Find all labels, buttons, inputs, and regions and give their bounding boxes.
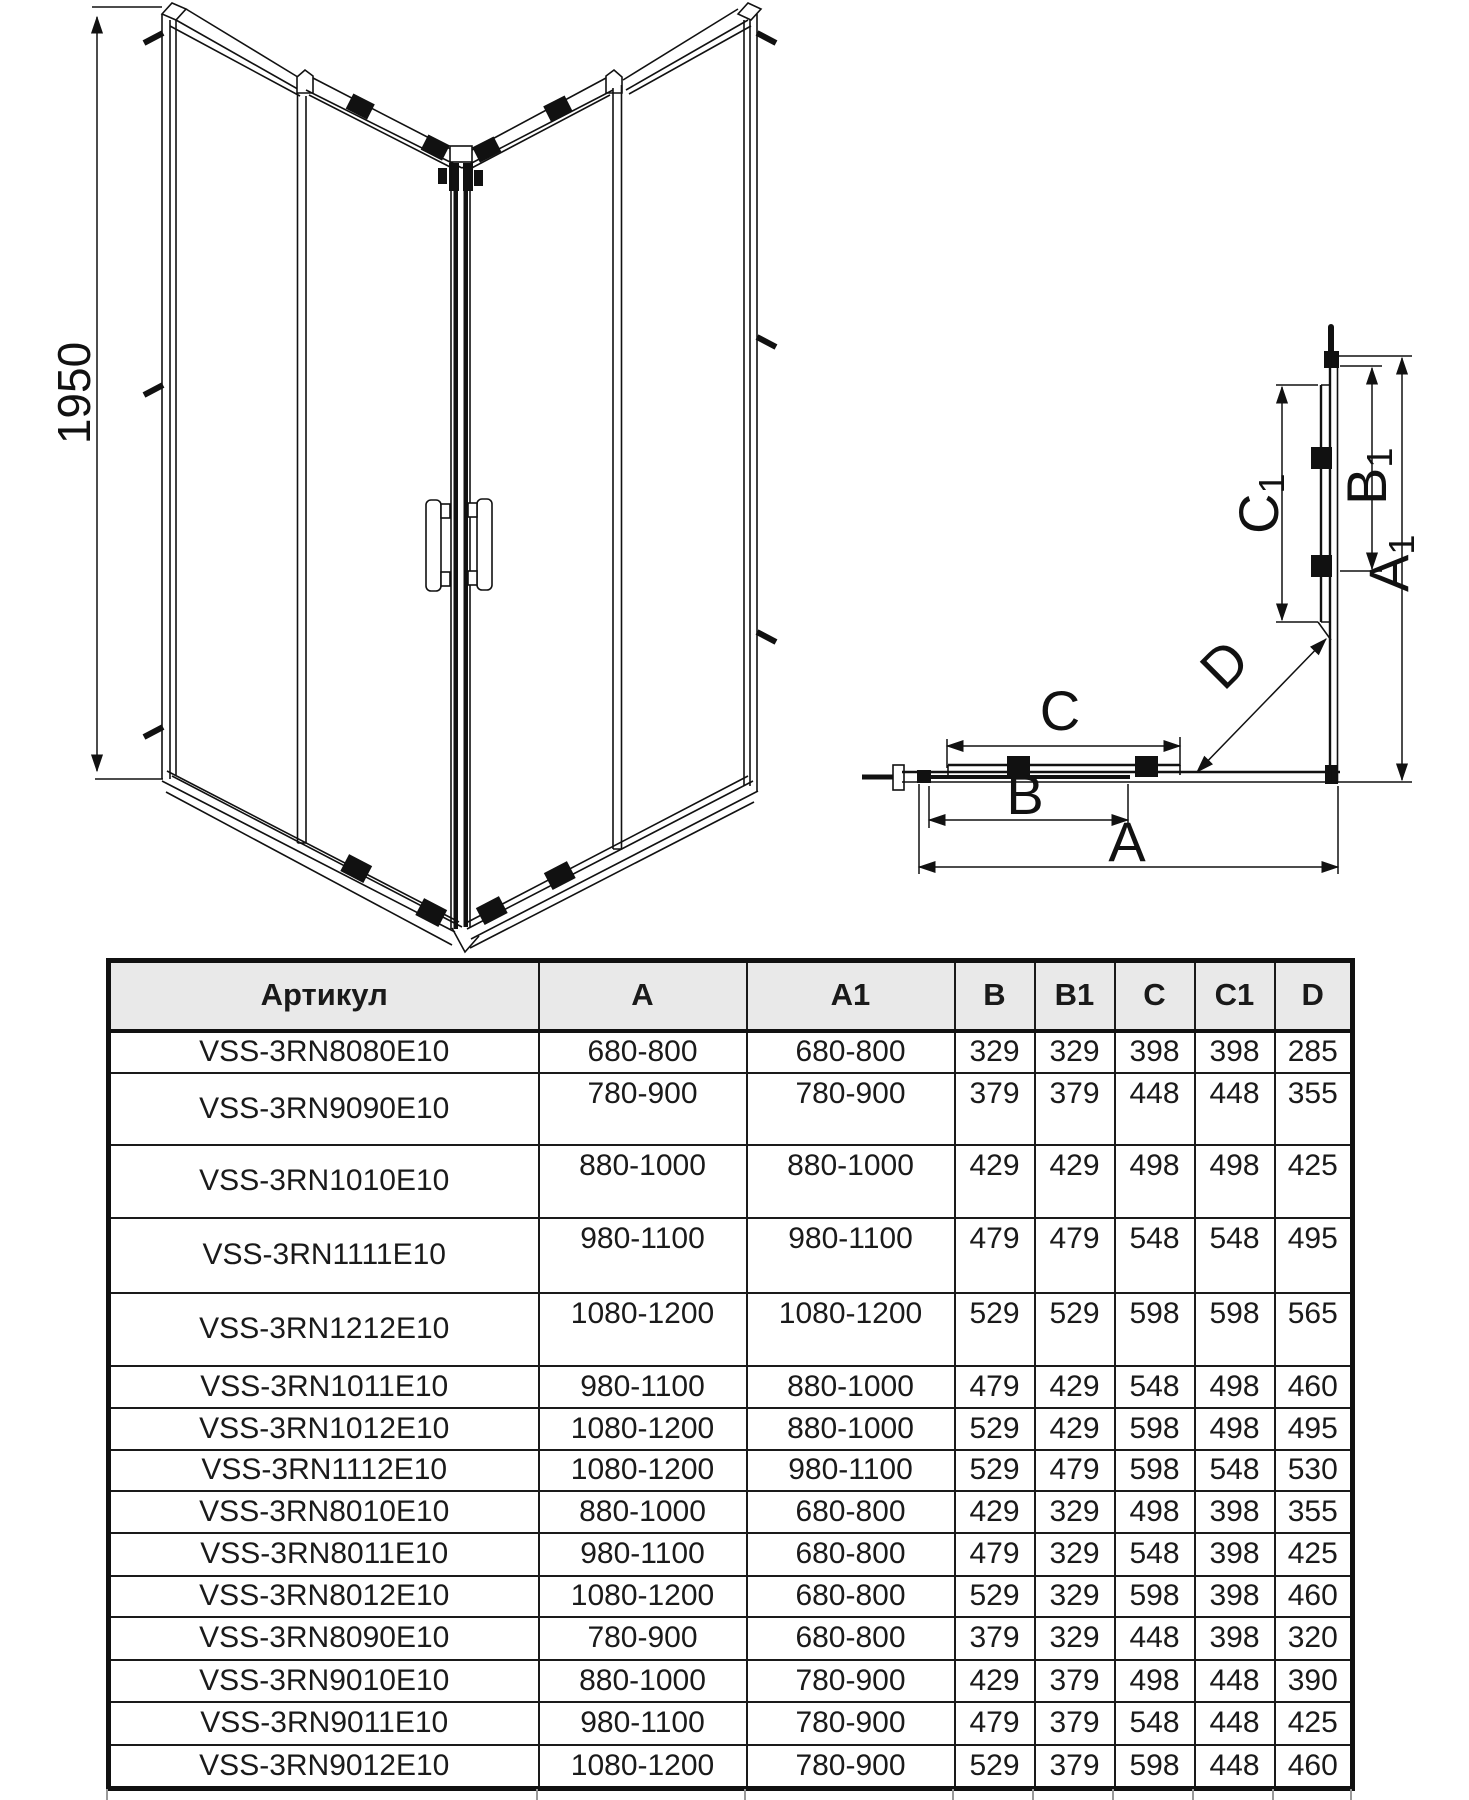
cell-d: 320 <box>1275 1617 1353 1660</box>
cell-a1: 680-800 <box>747 1491 955 1533</box>
col-header-d: D <box>1275 961 1353 1031</box>
cell-a: 880-1000 <box>539 1491 747 1533</box>
cell-d: 495 <box>1275 1218 1353 1293</box>
cell-a1: 680-800 <box>747 1576 955 1617</box>
dimension-a1 <box>1334 356 1422 782</box>
cell-a: 880-1000 <box>539 1145 747 1218</box>
dimension-b-label: B <box>1006 763 1044 826</box>
cell-b1: 329 <box>1035 1031 1115 1073</box>
table-row <box>109 1031 1353 1073</box>
cell-a1: 980-1100 <box>747 1450 955 1491</box>
cell-a: 980-1100 <box>539 1218 747 1293</box>
cell-b: 429 <box>955 1491 1035 1533</box>
cell-c1: 448 <box>1195 1702 1275 1745</box>
cell-b: 529 <box>955 1293 1035 1366</box>
cell-b1: 379 <box>1035 1702 1115 1745</box>
cell-c1: 598 <box>1195 1293 1275 1366</box>
cell-article: VSS-3RN8010E10 <box>109 1491 539 1533</box>
cell-c: 498 <box>1115 1145 1195 1218</box>
cell-article: VSS-3RN9010E10 <box>109 1660 539 1702</box>
cell-b1: 329 <box>1035 1576 1115 1617</box>
cell-article: VSS-3RN8012E10 <box>109 1576 539 1617</box>
cell-c1: 448 <box>1195 1745 1275 1789</box>
table-row <box>109 1366 1353 1408</box>
col-header-a: A <box>539 961 747 1031</box>
dimension-b1-label: B1 <box>1335 447 1400 505</box>
cell-d: 460 <box>1275 1366 1353 1408</box>
cell-d: 460 <box>1275 1576 1353 1617</box>
cell-c: 598 <box>1115 1450 1195 1491</box>
cell-b1: 329 <box>1035 1533 1115 1576</box>
cell-b: 479 <box>955 1533 1035 1576</box>
table-row <box>109 1617 1353 1660</box>
cell-a1: 880-1000 <box>747 1366 955 1408</box>
cell-article: VSS-3RN1012E10 <box>109 1408 539 1450</box>
cell-a: 1080-1200 <box>539 1450 747 1491</box>
dimension-c <box>947 679 1180 768</box>
cell-d: 390 <box>1275 1660 1353 1702</box>
cell-a: 680-800 <box>539 1031 747 1073</box>
cell-article: VSS-3RN9012E10 <box>109 1745 539 1789</box>
cell-b: 529 <box>955 1408 1035 1450</box>
table-row <box>109 1533 1353 1576</box>
cell-a: 880-1000 <box>539 1660 747 1702</box>
cell-c1: 498 <box>1195 1408 1275 1450</box>
dimension-d-label: D <box>1187 627 1261 701</box>
cell-article: VSS-3RN9011E10 <box>109 1702 539 1745</box>
cell-c: 548 <box>1115 1218 1195 1293</box>
cell-a: 1080-1200 <box>539 1576 747 1617</box>
cell-c1: 398 <box>1195 1491 1275 1533</box>
cell-c: 598 <box>1115 1745 1195 1789</box>
cell-c1: 398 <box>1195 1576 1275 1617</box>
cell-c1: 548 <box>1195 1450 1275 1491</box>
truncated-row <box>106 1789 1352 1800</box>
cell-b: 379 <box>955 1617 1035 1660</box>
cell-b1: 379 <box>1035 1660 1115 1702</box>
cell-b: 329 <box>955 1031 1035 1073</box>
cell-b: 479 <box>955 1702 1035 1745</box>
table-row <box>109 1408 1353 1450</box>
cell-b1: 429 <box>1035 1408 1115 1450</box>
cell-b: 379 <box>955 1073 1035 1145</box>
cell-c: 598 <box>1115 1408 1195 1450</box>
cell-b1: 429 <box>1035 1145 1115 1218</box>
height-dimension <box>48 7 162 771</box>
cell-a1: 980-1100 <box>747 1218 955 1293</box>
cell-c1: 548 <box>1195 1218 1275 1293</box>
cell-b1: 479 <box>1035 1218 1115 1293</box>
door-handle-right <box>468 499 492 590</box>
cell-d: 355 <box>1275 1491 1353 1533</box>
table-row <box>109 1702 1353 1745</box>
cell-a: 1080-1200 <box>539 1745 747 1789</box>
cell-d: 495 <box>1275 1408 1353 1450</box>
cell-a1: 780-900 <box>747 1660 955 1702</box>
cell-c: 448 <box>1115 1617 1195 1660</box>
cell-d: 425 <box>1275 1533 1353 1576</box>
cell-article: VSS-3RN1212E10 <box>109 1293 539 1366</box>
cell-c1: 498 <box>1195 1366 1275 1408</box>
front-view-drawing <box>48 3 776 952</box>
cell-b: 429 <box>955 1660 1035 1702</box>
cell-a1: 780-900 <box>747 1702 955 1745</box>
cell-a1: 680-800 <box>747 1031 955 1073</box>
cell-b: 529 <box>955 1450 1035 1491</box>
dimension-c1 <box>1227 385 1318 622</box>
cell-b: 529 <box>955 1576 1035 1617</box>
table-row <box>109 1576 1353 1617</box>
cell-d: 530 <box>1275 1450 1353 1491</box>
cell-c: 598 <box>1115 1576 1195 1617</box>
cell-a: 780-900 <box>539 1617 747 1660</box>
cell-b1: 529 <box>1035 1293 1115 1366</box>
dimension-a-label: A <box>1108 810 1146 873</box>
cell-a1: 880-1000 <box>747 1408 955 1450</box>
cell-article: VSS-3RN8011E10 <box>109 1533 539 1576</box>
cell-a: 1080-1200 <box>539 1408 747 1450</box>
table-row <box>109 1660 1353 1702</box>
cell-a1: 680-800 <box>747 1533 955 1576</box>
cell-d: 425 <box>1275 1145 1353 1218</box>
cell-c1: 448 <box>1195 1660 1275 1702</box>
cell-c: 498 <box>1115 1660 1195 1702</box>
cell-a: 980-1100 <box>539 1533 747 1576</box>
cell-c1: 398 <box>1195 1031 1275 1073</box>
cell-c: 448 <box>1115 1073 1195 1145</box>
col-header-article: Артикул <box>109 961 539 1031</box>
cell-article: VSS-3RN1010E10 <box>109 1145 539 1218</box>
dimension-d <box>1188 628 1326 772</box>
cell-a1: 680-800 <box>747 1617 955 1660</box>
cell-b: 479 <box>955 1218 1035 1293</box>
dimension-c1-label: C1 <box>1227 473 1292 534</box>
cell-article: VSS-3RN1112E10 <box>109 1450 539 1491</box>
height-dimension-label: 1950 <box>48 341 100 445</box>
cell-a: 1080-1200 <box>539 1293 747 1366</box>
table-row <box>109 1145 1353 1218</box>
cell-c1: 398 <box>1195 1617 1275 1660</box>
cell-d: 355 <box>1275 1073 1353 1145</box>
cell-c1: 448 <box>1195 1073 1275 1145</box>
cell-b1: 379 <box>1035 1073 1115 1145</box>
cell-c: 548 <box>1115 1366 1195 1408</box>
cell-d: 285 <box>1275 1031 1353 1073</box>
cell-a: 780-900 <box>539 1073 747 1145</box>
cell-c: 498 <box>1115 1491 1195 1533</box>
cell-b1: 329 <box>1035 1491 1115 1533</box>
cell-a1: 780-900 <box>747 1073 955 1145</box>
table-row <box>109 1450 1353 1491</box>
cell-article: VSS-3RN1011E10 <box>109 1366 539 1408</box>
cell-article: VSS-3RN8080E10 <box>109 1031 539 1073</box>
plan-view-drawing <box>862 327 1422 874</box>
cell-a: 980-1100 <box>539 1366 747 1408</box>
cell-c: 548 <box>1115 1533 1195 1576</box>
dimension-c-label: C <box>1039 679 1081 742</box>
cell-c: 398 <box>1115 1031 1195 1073</box>
cell-a1: 780-900 <box>747 1745 955 1789</box>
cell-b1: 329 <box>1035 1617 1115 1660</box>
col-header-c: C <box>1115 961 1195 1031</box>
door-handle-left <box>426 500 450 591</box>
table-header-row <box>109 961 1353 1031</box>
cell-c1: 398 <box>1195 1533 1275 1576</box>
col-header-a1: A1 <box>747 961 955 1031</box>
col-header-c1: C1 <box>1195 961 1275 1031</box>
cell-b1: 429 <box>1035 1366 1115 1408</box>
col-header-b1: B1 <box>1035 961 1115 1031</box>
cell-c: 598 <box>1115 1293 1195 1366</box>
cell-article: VSS-3RN9090E10 <box>109 1073 539 1145</box>
cell-a: 980-1100 <box>539 1702 747 1745</box>
cell-b: 479 <box>955 1366 1035 1408</box>
table-row <box>109 1293 1353 1366</box>
table-row <box>109 1218 1353 1293</box>
cell-b1: 379 <box>1035 1745 1115 1789</box>
cell-b: 529 <box>955 1745 1035 1789</box>
col-header-b: B <box>955 961 1035 1031</box>
table-row <box>109 1491 1353 1533</box>
cell-a1: 1080-1200 <box>747 1293 955 1366</box>
cell-c: 548 <box>1115 1702 1195 1745</box>
cell-d: 425 <box>1275 1702 1353 1745</box>
cell-article: VSS-3RN8090E10 <box>109 1617 539 1660</box>
table-row <box>109 1745 1353 1789</box>
cell-d: 460 <box>1275 1745 1353 1789</box>
cell-d: 565 <box>1275 1293 1353 1366</box>
spec-table <box>106 958 1355 1791</box>
cell-c1: 498 <box>1195 1145 1275 1218</box>
cell-article: VSS-3RN1111E10 <box>109 1218 539 1293</box>
cell-b1: 479 <box>1035 1450 1115 1491</box>
dimension-a1-label: A1 <box>1357 534 1422 592</box>
table-row <box>109 1073 1353 1145</box>
cell-b: 429 <box>955 1145 1035 1218</box>
cell-a1: 880-1000 <box>747 1145 955 1218</box>
